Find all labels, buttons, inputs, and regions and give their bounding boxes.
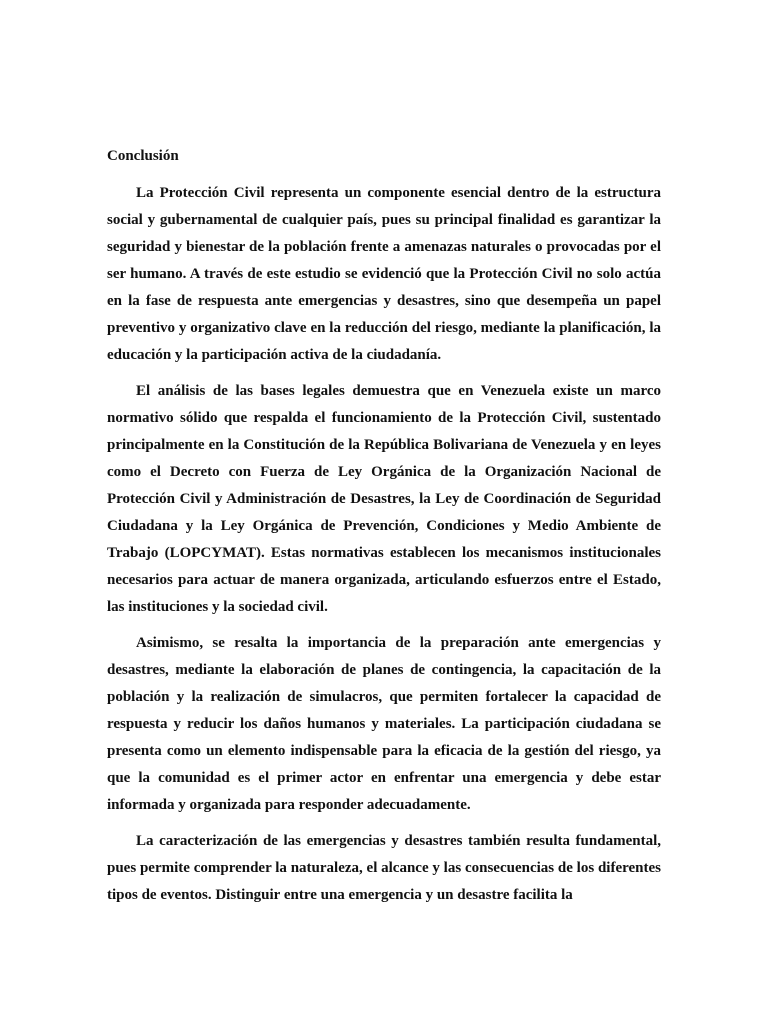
paragraph-2: El análisis de las bases legales demuestra que en Venezuela existe un marco normativo sólido que respalda el funcionamiento de la Protección Civil, sustentado principalmente en la Constitución de la República Bolivariana de Venezuela y en leyes como el Decreto con Fuerza de Ley Orgánica de la Organización Nacional de Protección Civil y Administración de Desastres, la Ley de Coordinación de Seguridad Ciudadana y la Ley Orgánica de Prevención, Condiciones y Medio Ambiente de Trabajo (LOPCYMAT). Estas normativas establecen los mecanismos institucionales necesarios para actuar de manera organizada, articulando esfuerzos entre el Estado, las instituciones y la sociedad civil. <box>107 383 661 615</box>
section-heading: Conclusión <box>107 148 179 164</box>
document-page <box>107 143 661 918</box>
paragraph-4: La caracterización de las emergencias y desastres también resulta fundamental, pues permite comprender la naturaleza, el alcance y las consecuencias de los diferentes tipos de eventos. Distinguir entre una emergencia y un desastre facilita la <box>107 833 661 903</box>
paragraph-3: Asimismo, se resalta la importancia de la preparación ante emergencias y desastres, mediante la elaboración de planes de contingencia, la capacitación de la población y la realización de simulacros, que permiten fortalecer la capacidad de respuesta y reducir los daños humanos y materiales. La participación ciudadana se presenta como un elemento indispensable para la eficacia de la gestión del riesgo, ya que la comunidad es el primer actor en enfrentar una emergencia y debe estar informada y organizada para responder adecuadamente. <box>107 635 661 813</box>
paragraph-1: La Protección Civil representa un componente esencial dentro de la estructura social y gubernamental de cualquier país, pues su principal finalidad es garantizar la seguridad y bienestar de la población frente a amenazas naturales o provocadas por el ser humano. A través de este estudio se evidenció que la Protección Civil no solo actúa en la fase de respuesta ante emergencias y desastres, sino que desempeña un papel preventivo y organizativo clave en la reducción del riesgo, mediante la planificación, la educación y la participación activa de la ciudadanía. <box>107 185 661 363</box>
